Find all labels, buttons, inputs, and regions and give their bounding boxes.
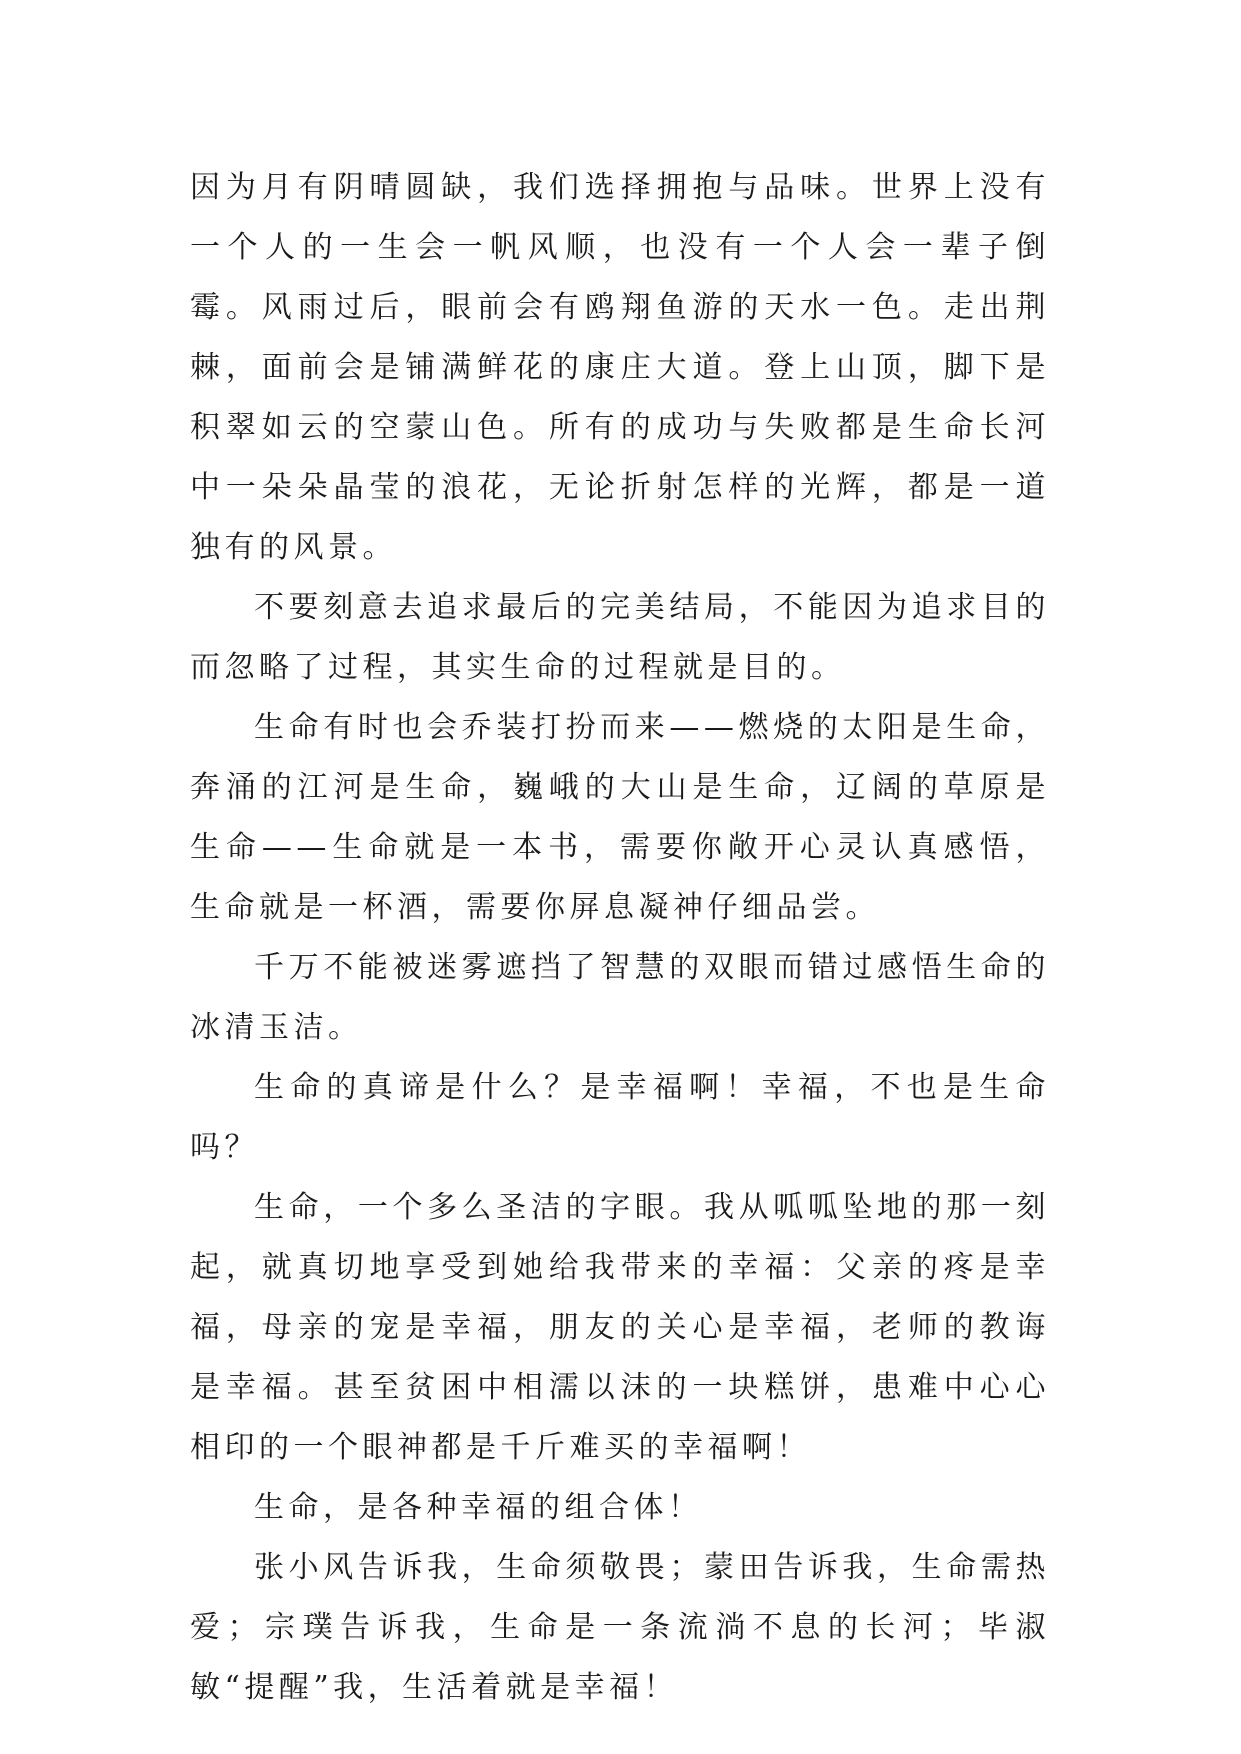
paragraph-4: 千万不能被迷雾遮挡了智慧的双眼而错过感悟生命的冰清玉洁。 (190, 950, 1050, 1045)
paragraph-8: 张小风告诉我，生命须敬畏；蒙田告诉我，生命需热爱；宗璞告诉我，生命是一条流淌不息的长河；毕淑敏“提醒”我，生活着就是幸福！ (190, 1550, 1050, 1705)
document-body (190, 158, 1050, 1718)
paragraph-5: 生命的真谛是什么？是幸福啊！幸福，不也是生命吗？ (190, 1070, 1050, 1165)
paragraph-7: 生命，是各种幸福的组合体！ (254, 1490, 703, 1525)
paragraph-6: 生命，一个多么圣洁的字眼。我从呱呱坠地的那一刻起，就真切地享受到她给我带来的幸福：父亲的疼是幸福，母亲的宠是幸福，朋友的关心是幸福，老师的教诲是幸福。甚至贫困中相濡以沫的一块糕饼，患难中心心相印的一个眼神都是千斤难买的幸福啊！ (190, 1190, 1050, 1465)
paragraph-1: 因为月有阴晴圆缺，我们选择拥抱与品味。世界上没有一个人的一生会一帆风顺，也没有一个人会一辈子倒霉。风雨过后，眼前会有鸥翔鱼游的天水一色。走出荆棘，面前会是铺满鲜花的康庄大道。登上山顶，脚下是积翠如云的空蒙山色。所有的成功与失败都是生命长河中一朵朵晶莹的浪花，无论折射怎样的光辉，都是一道独有的风景。 (190, 170, 1050, 565)
paragraph-3: 生命有时也会乔装打扮而来——燃烧的太阳是生命，奔涌的江河是生命，巍峨的大山是生命，辽阔的草原是生命——生命就是一本书，需要你敞开心灵认真感悟，生命就是一杯酒，需要你屏息凝神仔细品尝。 (190, 710, 1050, 925)
paragraph-2: 不要刻意去追求最后的完美结局，不能因为追求目的而忽略了过程，其实生命的过程就是目的。 (190, 590, 1050, 685)
